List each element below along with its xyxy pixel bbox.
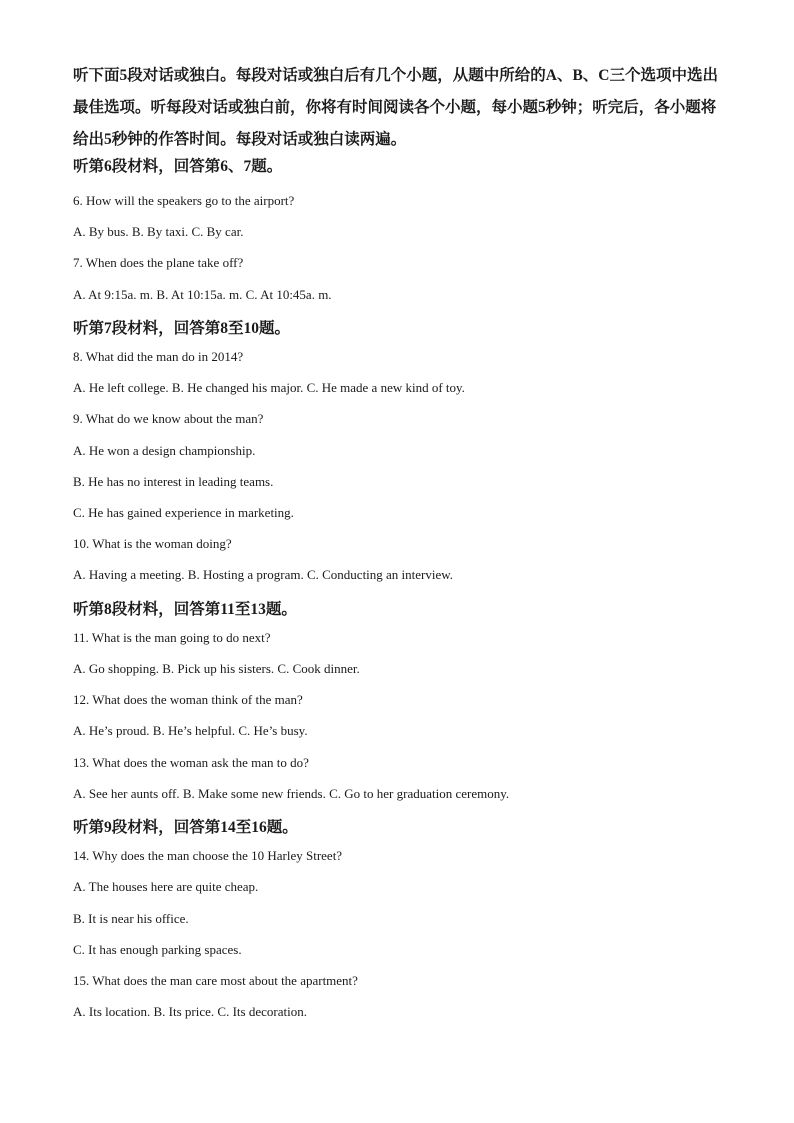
section-heading: 听第6段材料，回答第6、7题。: [73, 158, 283, 175]
section-heading: 听第9段材料，回答第14至16题。: [73, 819, 298, 836]
answer-options: A. He’s proud. B. He’s helpful. C. He’s busy.: [73, 723, 308, 738]
question-text: 7. When does the plane take off?: [73, 255, 244, 270]
section-heading: 听第8段材料，回答第11至13题。: [73, 601, 297, 618]
answer-options: A. At 9:15a. m. B. At 10:15a. m. C. At 10:45a. m.: [73, 287, 332, 302]
question-text: 8. What did the man do in 2014?: [73, 349, 244, 364]
answer-option: B. It is near his office.: [73, 911, 189, 926]
document-page: [73, 60, 723, 1019]
answer-options: A. By bus. B. By taxi. C. By car.: [73, 224, 244, 239]
question-text: 11. What is the man going to do next?: [73, 630, 271, 645]
question-text: 12. What does the woman think of the man?: [73, 692, 303, 707]
answer-options: A. Having a meeting. B. Hosting a program. C. Conducting an interview.: [73, 567, 454, 582]
question-text: 14. Why does the man choose the 10 Harley Street?: [73, 848, 343, 863]
answer-option: C. It has enough parking spaces.: [73, 942, 242, 957]
answer-option: C. He has gained experience in marketing.: [73, 505, 294, 520]
answer-option: A. The houses here are quite cheap.: [73, 879, 259, 894]
question-text: 10. What is the woman doing?: [73, 536, 232, 551]
intro-paragraph: 听下面5段对话或独白。每段对话或独白后有几个小题，从题中所给的A、B、C三个选项中选出最佳选项。听每段对话或独白前，你将有时间阅读各个小题，每小题5秒钟；听完后，各小题将给出5秒钟的作答时间。每段对话或独白读两遍。: [73, 67, 718, 148]
question-text: 15. What does the man care most about the apartment?: [73, 973, 358, 988]
answer-options: A. He left college. B. He changed his major. C. He made a new kind of toy.: [73, 380, 465, 395]
question-text: 6. How will the speakers go to the airport?: [73, 193, 295, 208]
answer-option: B. He has no interest in leading teams.: [73, 474, 274, 489]
answer-options: A. Its location. B. Its price. C. Its decoration.: [73, 1004, 307, 1019]
answer-options: A. See her aunts off. B. Make some new friends. C. Go to her graduation ceremony.: [73, 786, 510, 801]
question-text: 9. What do we know about the man?: [73, 411, 264, 426]
section-heading: 听第7段材料，回答第8至10题。: [73, 320, 291, 337]
answer-options: A. Go shopping. B. Pick up his sisters. C. Cook dinner.: [73, 661, 360, 676]
answer-option: A. He won a design championship.: [73, 443, 256, 458]
question-text: 13. What does the woman ask the man to do?: [73, 755, 309, 770]
